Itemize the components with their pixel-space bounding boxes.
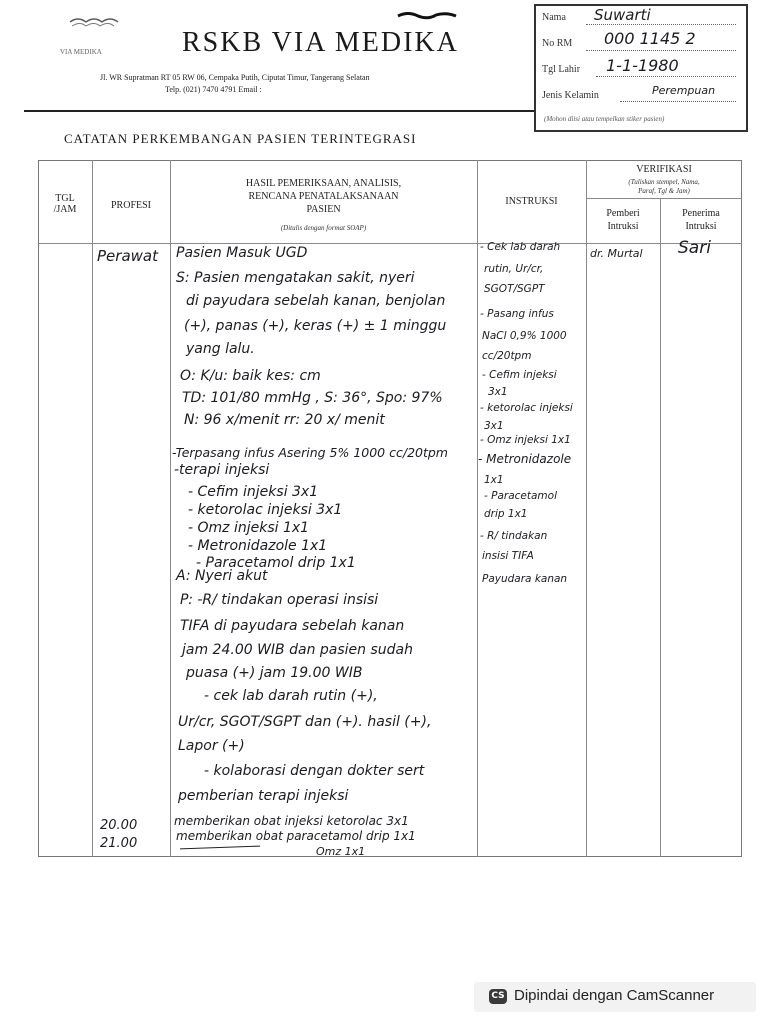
giver-line1: Pemberi bbox=[606, 208, 640, 219]
column-divider bbox=[660, 198, 661, 857]
patient-sticker-note: (Mohon diisi atau tempelkan stiker pasien) bbox=[544, 115, 665, 123]
header-divider bbox=[24, 110, 534, 112]
header-verification: VERIFIKASI bbox=[636, 164, 692, 175]
column-divider bbox=[586, 160, 587, 857]
note-line: -Terpasang infus Asering 5% 1000 cc/20tpm bbox=[172, 445, 448, 460]
note-line: S: Pasien mengatakan sakit, nyeri bbox=[176, 270, 415, 286]
timed-note: Omz 1x1 bbox=[316, 845, 366, 858]
medical-record-line bbox=[586, 50, 736, 51]
entry-profession: Perawat bbox=[97, 247, 158, 265]
birth-date-label: Tgl Lahir bbox=[542, 64, 581, 75]
hospital-logo-icon bbox=[58, 10, 128, 65]
instruction-line: cc/20tpm bbox=[482, 350, 532, 362]
note-line: A: Nyeri akut bbox=[176, 568, 268, 584]
svg-text:VIA MEDIKA: VIA MEDIKA bbox=[60, 48, 102, 56]
note-line: - cek lab darah rutin (+), bbox=[204, 688, 378, 704]
instruction-line: 3x1 bbox=[484, 420, 504, 432]
note-line: - ketorolac injeksi 3x1 bbox=[188, 502, 343, 518]
medical-record-label: No RM bbox=[542, 38, 573, 49]
instruction-line: 3x1 bbox=[488, 386, 508, 398]
instruction-line: drip 1x1 bbox=[484, 508, 528, 520]
instruction-line: SGOT/SGPT bbox=[484, 283, 545, 295]
giver-line2: Intruksi bbox=[607, 221, 639, 232]
form-title: CATATAN PERKEMBANGAN PASIEN TERINTEGRASI bbox=[64, 131, 417, 146]
table-header-rule bbox=[38, 243, 742, 244]
instruction-line: - Metronidazole bbox=[478, 452, 572, 466]
note-line: TD: 101/80 mmHg , S: 36°, Spo: 97% bbox=[182, 390, 443, 406]
header-result-line2: RENCANA PENATALAKSANAAN bbox=[248, 191, 399, 202]
header-result-note: (Ditulis dengan format SOAP) bbox=[280, 224, 367, 232]
instruction-line: - Cek lab darah bbox=[480, 241, 561, 253]
instruction-line: insisi TIFA bbox=[482, 550, 534, 562]
note-line: N: 96 x/menit rr: 20 x/ menit bbox=[184, 412, 385, 428]
note-line: yang lalu. bbox=[186, 341, 255, 357]
header-instruction-receiver bbox=[660, 207, 742, 233]
instruction-giver-signature: dr. Murtal bbox=[590, 247, 643, 260]
note-line: P: -R/ tindakan operasi insisi bbox=[180, 592, 379, 608]
note-line: Ur/cr, SGOT/SGPT dan (+). hasil (+), bbox=[178, 714, 432, 730]
column-divider bbox=[477, 160, 478, 857]
instruction-line: - Cefim injeksi bbox=[482, 369, 557, 381]
patient-name-label: Nama bbox=[542, 12, 566, 23]
birth-date-line bbox=[596, 76, 736, 77]
header-verification-note bbox=[586, 178, 742, 196]
hospital-address: Jl. WR Supratman RT 05 RW 06, Cempaka Putih, Ciputat Timur, Tangerang Selatan bbox=[100, 73, 370, 82]
instruction-line: Payudara kanan bbox=[482, 573, 568, 585]
header-date bbox=[38, 193, 92, 215]
instruction-line: - Paracetamol bbox=[484, 490, 557, 502]
camscanner-logo-icon: CS bbox=[489, 989, 507, 1004]
column-divider bbox=[170, 160, 171, 857]
header-instruction-giver bbox=[586, 207, 660, 233]
verification-note-line1: (Tuliskan stempel, Nama, bbox=[628, 178, 700, 186]
scribble-mark-icon bbox=[396, 10, 458, 22]
entry-time: 21.00 bbox=[100, 836, 138, 851]
header-profession: PROFESI bbox=[110, 200, 151, 211]
sex-line bbox=[620, 101, 736, 102]
entry-time: 20.00 bbox=[100, 818, 138, 833]
instruction-receiver-signature: Sari bbox=[678, 238, 711, 258]
timed-note: memberikan obat injeksi ketorolac 3x1 bbox=[174, 814, 409, 828]
note-line: O: K/u: baik kes: cm bbox=[180, 368, 321, 384]
patient-name-line bbox=[586, 24, 736, 25]
note-line: -terapi injeksi bbox=[174, 462, 270, 478]
birth-date-value: 1-1-1980 bbox=[606, 56, 679, 75]
instruction-line: 1x1 bbox=[484, 474, 504, 486]
note-line: di payudara sebelah kanan, benjolan bbox=[186, 293, 446, 309]
camscanner-label: Dipindai dengan CamScanner bbox=[514, 987, 715, 1004]
instruction-line: - ketorolac injeksi bbox=[480, 402, 573, 414]
instruction-line: NaCl 0,9% 1000 bbox=[482, 330, 567, 342]
note-line: puasa (+) jam 19.00 WIB bbox=[186, 665, 363, 681]
note-line: TIFA di payudara sebelah kanan bbox=[180, 618, 405, 634]
note-line: - Cefim injeksi 3x1 bbox=[188, 484, 319, 500]
timed-note: memberikan obat paracetamol drip 1x1 bbox=[176, 829, 416, 843]
instruction-line: - R/ tindakan bbox=[480, 530, 548, 542]
note-line: Pasien Masuk UGD bbox=[176, 245, 308, 261]
header-result-line1: HASIL PEMERIKSAAN, ANALISIS, bbox=[245, 178, 402, 189]
hospital-contact: Telp. (021) 7470 4791 Email : bbox=[165, 85, 262, 94]
note-line: jam 24.00 WIB dan pasien sudah bbox=[182, 642, 413, 658]
verification-subheader-rule bbox=[586, 198, 742, 199]
receiver-line2: Intruksi bbox=[685, 221, 717, 232]
note-line: Lapor (+) bbox=[178, 738, 245, 754]
instruction-line: - Omz injeksi 1x1 bbox=[480, 434, 571, 446]
header-date-line1: TGL bbox=[55, 193, 75, 204]
note-line: - Paracetamol drip 1x1 bbox=[196, 555, 356, 571]
header-instruction: INSTRUKSI bbox=[505, 196, 558, 207]
sex-label: Jenis Kelamin bbox=[542, 90, 599, 101]
note-line: - Metronidazole 1x1 bbox=[188, 538, 328, 554]
note-line: - kolaborasi dengan dokter sert bbox=[204, 763, 425, 779]
hospital-name: RSKB VIA MEDIKA bbox=[182, 27, 459, 58]
column-divider bbox=[92, 160, 93, 857]
instruction-line: - Pasang infus bbox=[480, 308, 554, 320]
header-result-line3: PASIEN bbox=[306, 204, 341, 215]
header-date-line2: /JAM bbox=[53, 204, 77, 215]
note-line: (+), panas (+), keras (+) ± 1 minggu bbox=[184, 318, 447, 334]
note-line: pemberian terapi injeksi bbox=[178, 788, 349, 804]
header-result bbox=[170, 177, 477, 216]
verification-note-line2: Paraf, Tgl & Jam) bbox=[638, 187, 690, 195]
note-line: - Omz injeksi 1x1 bbox=[188, 520, 310, 536]
sex-value: Perempuan bbox=[652, 84, 716, 97]
patient-name-value: Suwarti bbox=[594, 6, 651, 24]
receiver-line1: Penerima bbox=[682, 208, 720, 219]
medical-record-value: 000 1145 2 bbox=[604, 29, 696, 48]
instruction-line: rutin, Ur/cr, bbox=[484, 263, 544, 275]
